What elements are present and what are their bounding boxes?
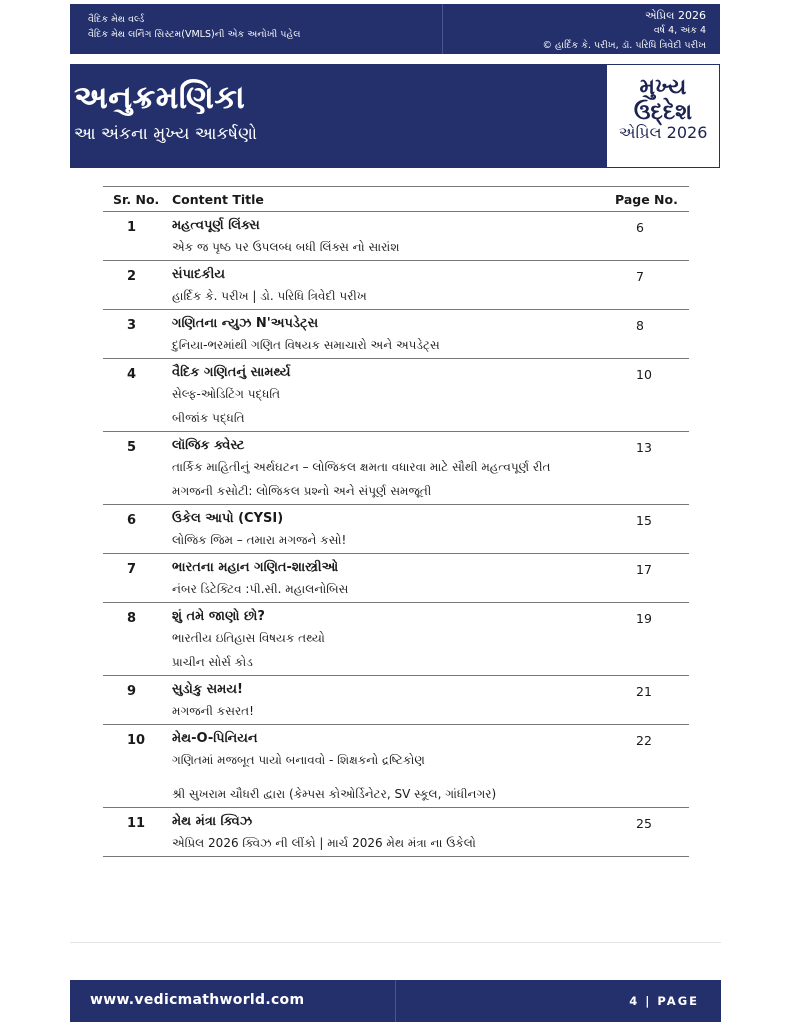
- row-subtitle: ગણિતમાં મજબૂત પાયો બનાવવો - શિક્ષકનો દ્રષ્ટિકોણ: [172, 753, 425, 767]
- table-row: [103, 725, 689, 808]
- row-subtitle: તાર્કિક માહિતીનું અર્થઘટન – લોજિકલ ક્ષમતા વધારવા માટે સૌથી મહત્વપૂર્ણ રીત: [172, 460, 551, 474]
- column-header-title: Content Title: [172, 192, 264, 207]
- row-title: ઉકેલ આપો (CYSI): [172, 511, 284, 526]
- table-body: [103, 212, 689, 857]
- row-content: [172, 554, 689, 602]
- row-page-no: 7: [636, 269, 644, 284]
- row-sr-no: 3: [127, 318, 137, 333]
- row-title: સુડોકુ સમય!: [172, 682, 243, 697]
- row-content: [172, 261, 689, 309]
- page-subtitle: આ અંકના મુખ્ય આકર્ષણો: [74, 124, 258, 144]
- table-header: [103, 187, 689, 212]
- row-sr-no: 9: [127, 684, 137, 699]
- row-page-no: 10: [636, 367, 652, 382]
- row-page-no: 21: [636, 684, 652, 699]
- footer-divider: [395, 980, 396, 1022]
- table-row: [103, 261, 689, 310]
- publication-name: વૈદિક મેથ વર્લ્ડ: [88, 14, 145, 25]
- table-row: [103, 432, 689, 505]
- row-sr-no: 5: [127, 440, 137, 455]
- contents-table: [103, 186, 689, 857]
- row-subtitle: સેલ્ફ-ઓડિટિંગ પદ્ધતિ: [172, 387, 281, 401]
- row-page-no: 8: [636, 318, 644, 333]
- row-page-no: 17: [636, 562, 652, 577]
- row-subtitle: પ્રાચીન સોર્સ કોડ: [172, 655, 253, 669]
- row-content: [172, 310, 689, 358]
- row-subtitle: બીજાંક પદ્ધતિ: [172, 411, 245, 425]
- row-title: શું તમે જાણો છો?: [172, 609, 265, 624]
- footer-bar: [70, 980, 721, 1022]
- row-page-no: 15: [636, 513, 652, 528]
- header-left: [88, 12, 300, 42]
- row-subtitle: મગજની કસોટી: લોજિકલ પ્રશ્નો અને સંપૂર્ણ સમજૂતી: [172, 484, 432, 498]
- row-page-no: 19: [636, 611, 652, 626]
- row-title: વૈદિક ગણિતનું સામર્થ્ય: [172, 365, 291, 380]
- row-content: [172, 603, 689, 675]
- row-content: [172, 212, 689, 260]
- highlight-box: [606, 64, 720, 168]
- row-sr-no: 4: [127, 367, 137, 382]
- column-header-page: Page No.: [615, 192, 678, 207]
- header-divider: [442, 4, 443, 54]
- row-sr-no: 7: [127, 562, 137, 577]
- row-content: [172, 676, 689, 724]
- row-title: ભારતના મહાન ગણિત-શાસ્ત્રીઓ: [172, 560, 339, 575]
- row-subtitle: ભારતીય ઇતિહાસ વિષયક તથ્યો: [172, 631, 325, 645]
- row-subtitle: નંબર ડિટેક્ટિવ :પી.સી. મહાલનોબિસ: [172, 582, 349, 596]
- header-right: [542, 8, 706, 53]
- table-row: [103, 505, 689, 554]
- row-sr-no: 8: [127, 611, 137, 626]
- table-row: [103, 676, 689, 725]
- row-content: [172, 808, 689, 856]
- row-content: [172, 725, 689, 807]
- highlight-box-date: એપ્રિલ 2026: [618, 123, 708, 142]
- table-row: [103, 554, 689, 603]
- table-row: [103, 603, 689, 676]
- page-title: અનુક્રમણિકા: [74, 78, 246, 116]
- top-header-bar: [70, 4, 720, 54]
- row-sr-no: 6: [127, 513, 137, 528]
- row-page-no: 22: [636, 733, 652, 748]
- row-subtitle: હાર્દિક કે. પરીખ | ડો. પરિધિ ત્રિવેદી પરીખ: [172, 289, 367, 303]
- row-subtitle: એપ્રિલ 2026 ક્વિઝ ની લીંકો | માર્ચ 2026 મેથ મંત્રા ના ઉકેલો: [172, 836, 476, 850]
- table-row: [103, 359, 689, 432]
- copyright-notice: © હાર્દિક કે. પરીખ, ડૉ. પરિધિ ત્રિવેદી પરીખ: [542, 40, 706, 51]
- issue-volume: વર્ષ 4, અંક 4: [653, 25, 706, 36]
- table-row: [103, 808, 689, 857]
- page-number: 4 | PAGE: [629, 994, 699, 1008]
- row-sr-no: 1: [127, 220, 137, 235]
- row-subtitle: લોજિક જિમ – તમારા મગજને કસો!: [172, 533, 347, 547]
- row-sr-no: 10: [127, 733, 146, 748]
- row-title: ગણિતના ન્યુઝ N'અપડેટ્સ: [172, 316, 319, 331]
- row-subtitle: મગજની કસરત!: [172, 704, 254, 718]
- row-sr-no: 2: [127, 269, 137, 284]
- row-title: લૉજિક ક્વેસ્ટ: [172, 438, 245, 453]
- row-title: સંપાદકીય: [172, 267, 225, 282]
- row-page-no: 6: [636, 220, 644, 235]
- row-content: [172, 432, 689, 504]
- row-title: મેથ મંત્રા ક્વિઝ: [172, 814, 253, 829]
- title-banner: [70, 64, 720, 168]
- website-link[interactable]: www.vedicmathworld.com: [90, 992, 305, 1008]
- row-content: [172, 505, 689, 553]
- issue-month: એપ્રિલ 2026: [644, 9, 706, 22]
- column-header-sr: Sr. No.: [113, 192, 160, 207]
- highlight-box-title: મુખ્ય ઉદ્દેશ: [633, 75, 693, 125]
- publication-tagline: વૈદિક મેથ લર્નિંગ સિસ્ટમ(VMLS)ની એક અનોખી પહેલ: [88, 29, 301, 40]
- row-subtitle: શ્રી સુખરામ ચૌધરી દ્વારા (કેમ્પસ કોઓર્ડિનેટર, SV સ્કૂલ, ગાંધીનગર): [172, 787, 497, 801]
- row-subtitle: દુનિયા-ભરમાંથી ગણિત વિષયક સમાચારો અને અપડેટ્સ: [172, 338, 440, 352]
- table-row: [103, 310, 689, 359]
- row-page-no: 25: [636, 816, 652, 831]
- footer-divider-line: [70, 942, 721, 943]
- row-title: મહત્વપૂર્ણ લિંક્સ: [172, 218, 260, 233]
- row-title: મેથ-O-પિનિયન: [172, 731, 258, 746]
- row-sr-no: 11: [127, 816, 146, 831]
- row-subtitle: એક જ પૃષ્ઠ પર ઉપલબ્ધ બધી લિંક્સ નો સારાંશ: [172, 240, 400, 254]
- row-content: [172, 359, 689, 431]
- table-row: [103, 212, 689, 261]
- row-page-no: 13: [636, 440, 652, 455]
